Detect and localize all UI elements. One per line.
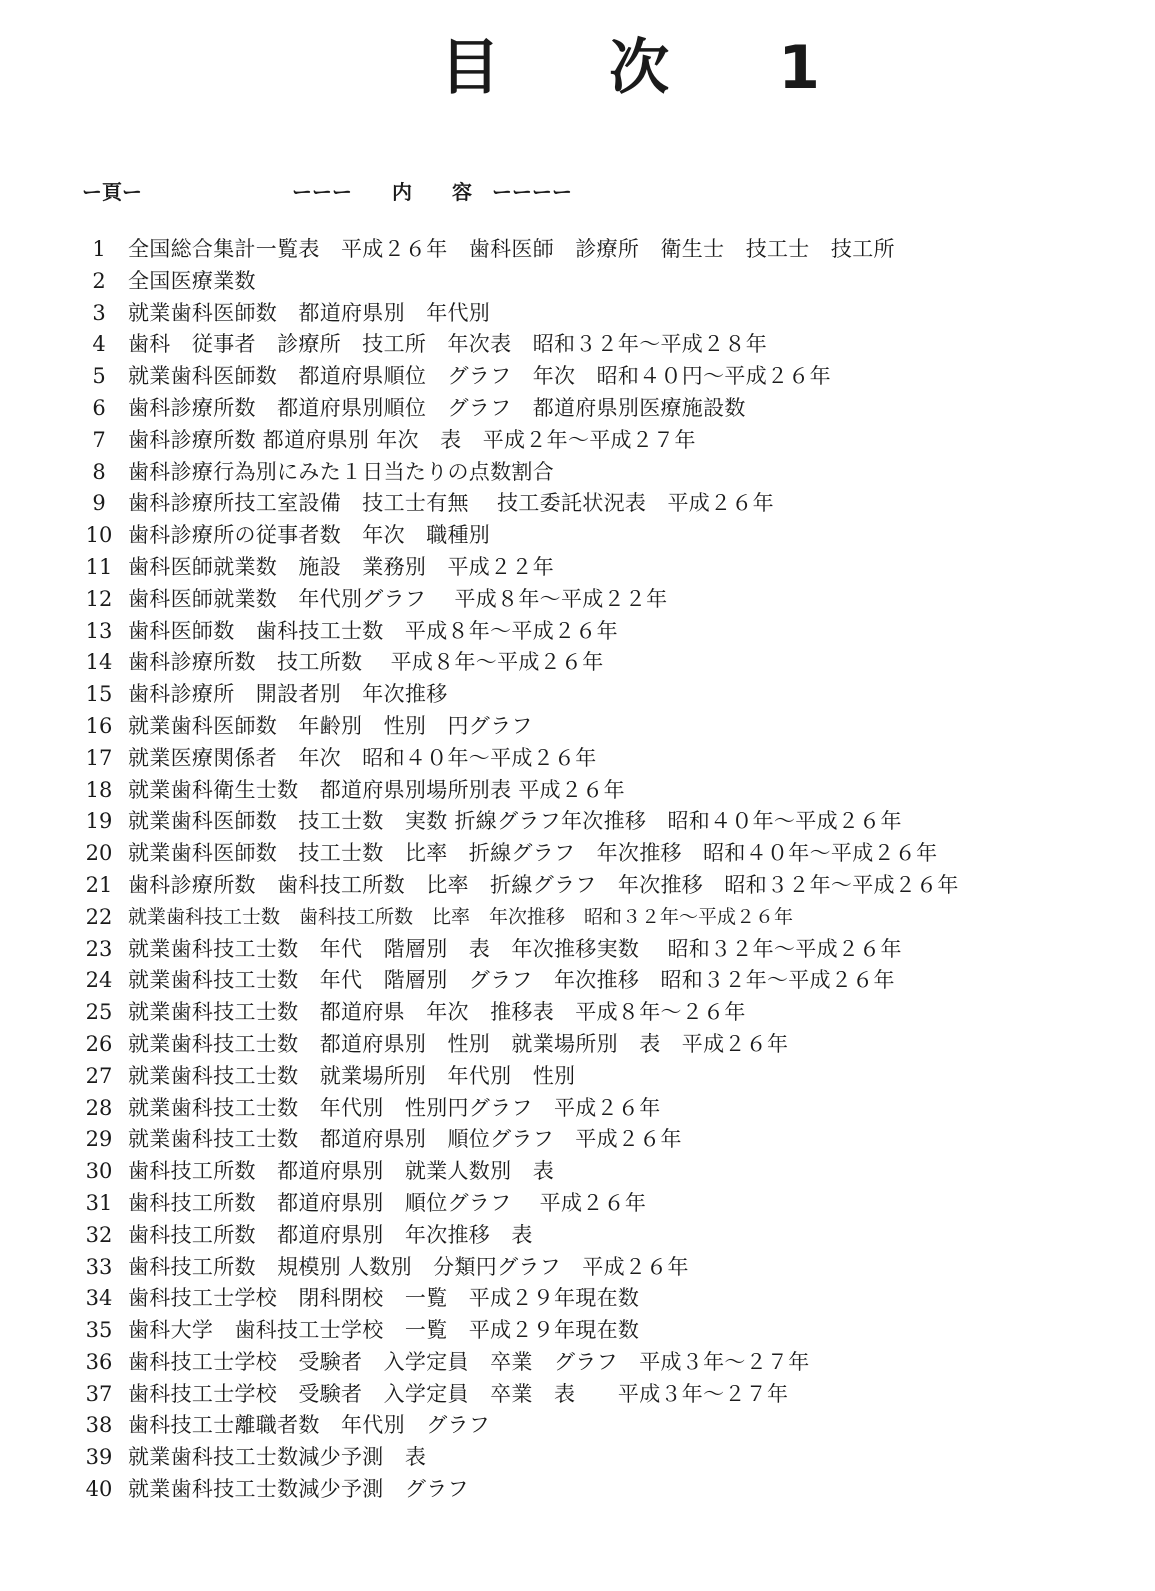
toc-entry-title: 歯科医師数 歯科技工士数 平成８年～平成２６年 [128, 618, 618, 643]
title-char-1: 目 [440, 33, 500, 103]
toc-entry-title: 歯科診療所の従事者数 年次 職種別 [128, 523, 491, 548]
toc-entry-page-number: 30 [85, 1159, 113, 1184]
toc-entry-page-number: 11 [85, 554, 113, 579]
toc-entry-page-number: 15 [85, 682, 113, 707]
toc-entry-title: 全国総合集計一覧表 平成２６年 歯科医師 診療所 衛生士 技工士 技工所 [128, 237, 895, 261]
toc-entry [82, 1093, 1122, 1125]
toc-entry-title: 歯科技工士学校 受験者 入学定員 卒業 グラフ 平成３年～２７年 [128, 1349, 810, 1374]
toc-entry-title: 就業歯科技工士数 就業場所別 年代別 性別 [128, 1063, 576, 1088]
toc-entry [82, 647, 1122, 679]
toc-entry-title: 歯科技工所数 規模別 人数別 分類円グラフ 平成２６年 [128, 1254, 689, 1279]
toc-entry-title: 歯科技工士離職者数 年代別 グラフ [128, 1413, 491, 1438]
toc-entry-page-number: 20 [85, 841, 113, 866]
toc-entry-page-number: 1 [92, 237, 106, 261]
toc-entry-page-number: 19 [85, 809, 113, 834]
toc-entry-title: 歯科診療所数 都道府県別順位 グラフ 都道府県別医療施設数 [128, 395, 746, 420]
toc-entry [82, 329, 1122, 361]
toc-entry-title: 就業歯科技工士数減少予測 グラフ [128, 1477, 469, 1502]
toc-entry [82, 1442, 1122, 1474]
toc-entry-title: 就業歯科技工士数 都道府県別 性別 就業場所別 表 平成２６年 [128, 1031, 789, 1056]
toc-entry-title: 就業歯科技工士数減少予測 表 [128, 1445, 427, 1470]
toc-entry [82, 775, 1122, 807]
toc-entry [82, 711, 1122, 743]
toc-entry-page-number: 31 [85, 1190, 113, 1215]
toc-entry [82, 234, 1122, 266]
toc-entry [82, 584, 1122, 616]
table-of-contents [82, 234, 1122, 1506]
toc-entry-title: 歯科技工士学校 受験者 入学定員 卒業 表 平成３年～２７年 [128, 1381, 789, 1406]
toc-entry-page-number: 24 [85, 968, 113, 993]
toc-entry-page-number: 21 [85, 872, 113, 897]
toc-entry [82, 520, 1122, 552]
toc-entry-page-number: 34 [85, 1286, 113, 1311]
toc-entry-title: 歯科技工所数 都道府県別 年次推移 表 [128, 1222, 533, 1247]
toc-entry-page-number: 13 [85, 618, 113, 643]
toc-entry-title: 歯科 従事者 診療所 技工所 年次表 昭和３２年～平成２８年 [128, 332, 767, 357]
toc-entry-page-number: 3 [92, 300, 106, 325]
toc-entry-title: 歯科大学 歯科技工士学校 一覧 平成２９年現在数 [128, 1318, 640, 1343]
toc-entry-page-number: 28 [85, 1095, 113, 1120]
toc-entry [82, 393, 1122, 425]
toc-entry-title: 歯科診療所数 歯科技工所数 比率 折線グラフ 年次推移 昭和３２年～平成２６年 [128, 872, 959, 897]
toc-entry [82, 425, 1122, 457]
toc-entry [82, 1379, 1122, 1411]
toc-entry [82, 838, 1122, 870]
toc-entry [82, 1029, 1122, 1061]
toc-entry-page-number: 38 [85, 1413, 113, 1438]
toc-entry-page-number: 14 [85, 650, 113, 675]
toc-entry-page-number: 22 [85, 904, 113, 929]
toc-entry-title: 就業医療関係者 年次 昭和４０年～平成２６年 [128, 745, 597, 770]
toc-entry [82, 870, 1122, 902]
toc-entry-title: 歯科診療行為別にみた１日当たりの点数割合 [128, 459, 554, 484]
toc-entry-title: 就業歯科技工士数 都道府県 年次 推移表 平成８年～２６年 [128, 1000, 746, 1025]
toc-entry [82, 616, 1122, 648]
title-char-3: 1 [778, 33, 820, 103]
toc-entry-title: 就業歯科衛生士数 都道府県別場所別表 平成２６年 [128, 777, 625, 802]
toc-entry [82, 1474, 1122, 1506]
toc-entry-page-number: 16 [85, 713, 113, 738]
toc-entry [82, 266, 1122, 298]
toc-entry-title: 歯科医師就業数 年代別グラフ 平成８年～平成２２年 [128, 586, 668, 611]
toc-entry-title: 就業歯科技工士数 歯科技工所数 比率 年次推移 昭和３２年～平成２６年 [128, 905, 794, 928]
toc-entry [82, 1347, 1122, 1379]
toc-entry-title: 歯科診療所技工室設備 技工士有無 技工委託状況表 平成２６年 [128, 491, 774, 516]
toc-entry [82, 1124, 1122, 1156]
toc-entry [82, 997, 1122, 1029]
toc-entry [82, 1061, 1122, 1093]
toc-entry [82, 298, 1122, 330]
toc-entry [82, 1156, 1122, 1188]
toc-entry-page-number: 7 [92, 427, 106, 452]
toc-entry-page-number: 40 [85, 1477, 113, 1502]
toc-entry-title: 歯科診療所数 技工所数 平成８年～平成２６年 [128, 650, 604, 675]
toc-entry-title: 就業歯科医師数 技工士数 実数 折線グラフ年次推移 昭和４０年～平成２６年 [128, 809, 902, 834]
toc-entry-title: 歯科技工所数 都道府県別 順位グラフ 平成２６年 [128, 1190, 647, 1215]
toc-entry-title: 就業歯科医師数 年齢別 性別 円グラフ [128, 713, 533, 738]
toc-entry-title: 就業歯科技工士数 年代別 性別円グラフ 平成２６年 [128, 1095, 661, 1120]
toc-entry [82, 1283, 1122, 1315]
toc-entry-page-number: 18 [85, 777, 113, 802]
toc-entry-title: 就業歯科医師数 技工士数 比率 折線グラフ 年次推移 昭和４０年～平成２６年 [128, 841, 938, 866]
title-char-2: 次 [609, 33, 670, 103]
toc-entry [82, 902, 1122, 934]
toc-entry-title: 歯科技工所数 都道府県別 就業人数別 表 [128, 1159, 554, 1184]
toc-entry-page-number: 29 [85, 1127, 113, 1152]
toc-entry-page-number: 9 [92, 491, 106, 516]
page-column-header: ー頁ー [82, 180, 142, 204]
toc-entry [82, 1252, 1122, 1284]
toc-entry-title: 就業歯科医師数 都道府県順位 グラフ 年次 昭和４０円～平成２６年 [128, 364, 831, 389]
toc-entry-page-number: 26 [85, 1031, 113, 1056]
toc-entry-page-number: 32 [85, 1222, 113, 1247]
toc-entry-title: 歯科診療所数 都道府県別 年次 表 平成２年～平成２７年 [128, 427, 696, 452]
toc-entry-page-number: 4 [92, 332, 106, 357]
toc-entry-page-number: 6 [92, 395, 106, 420]
toc-entry-title: 全国医療業数 [128, 268, 256, 293]
toc-entry [82, 1220, 1122, 1252]
toc-entry [82, 1188, 1122, 1220]
toc-entry-page-number: 23 [85, 936, 113, 961]
toc-entry-page-number: 33 [85, 1254, 113, 1279]
toc-entry [82, 1315, 1122, 1347]
toc-entry-title: 就業歯科技工士数 年代 階層別 グラフ 年次推移 昭和３２年～平成２６年 [128, 968, 895, 993]
toc-entry [82, 679, 1122, 711]
toc-entry-title: 就業歯科医師数 都道府県別 年代別 [128, 300, 491, 325]
toc-entry-page-number: 10 [85, 523, 113, 548]
toc-entry-page-number: 8 [92, 459, 106, 484]
toc-entry [82, 934, 1122, 966]
content-column-header: ーーー 内 容 ーーーー [292, 180, 572, 204]
toc-entry-title: 就業歯科技工士数 年代 階層別 表 年次推移実数 昭和３２年～平成２６年 [128, 936, 902, 961]
toc-entry-title: 就業歯科技工士数 都道府県別 順位グラフ 平成２６年 [128, 1127, 682, 1152]
toc-entry-page-number: 37 [85, 1381, 113, 1406]
toc-entry-title: 歯科技工士学校 閉科閉校 一覧 平成２９年現在数 [128, 1286, 640, 1311]
toc-entry [82, 361, 1122, 393]
toc-entry-page-number: 39 [85, 1445, 113, 1470]
toc-entry [82, 965, 1122, 997]
toc-entry-page-number: 5 [92, 364, 106, 389]
toc-entry [82, 552, 1122, 584]
toc-entry [82, 488, 1122, 520]
toc-entry-page-number: 17 [85, 745, 113, 770]
toc-entry-page-number: 25 [85, 1000, 113, 1025]
toc-entry-page-number: 12 [85, 586, 113, 611]
toc-entry-title: 歯科診療所 開設者別 年次推移 [128, 682, 448, 707]
toc-entry-page-number: 36 [85, 1349, 113, 1374]
toc-entry-page-number: 27 [85, 1063, 113, 1088]
page-title [440, 32, 820, 104]
toc-entry [82, 1410, 1122, 1442]
toc-entry [82, 457, 1122, 489]
toc-entry-title: 歯科医師就業数 施設 業務別 平成２２年 [128, 554, 554, 579]
toc-entry [82, 743, 1122, 775]
toc-entry [82, 806, 1122, 838]
toc-entry-page-number: 35 [85, 1318, 113, 1343]
toc-entry-page-number: 2 [92, 268, 106, 293]
